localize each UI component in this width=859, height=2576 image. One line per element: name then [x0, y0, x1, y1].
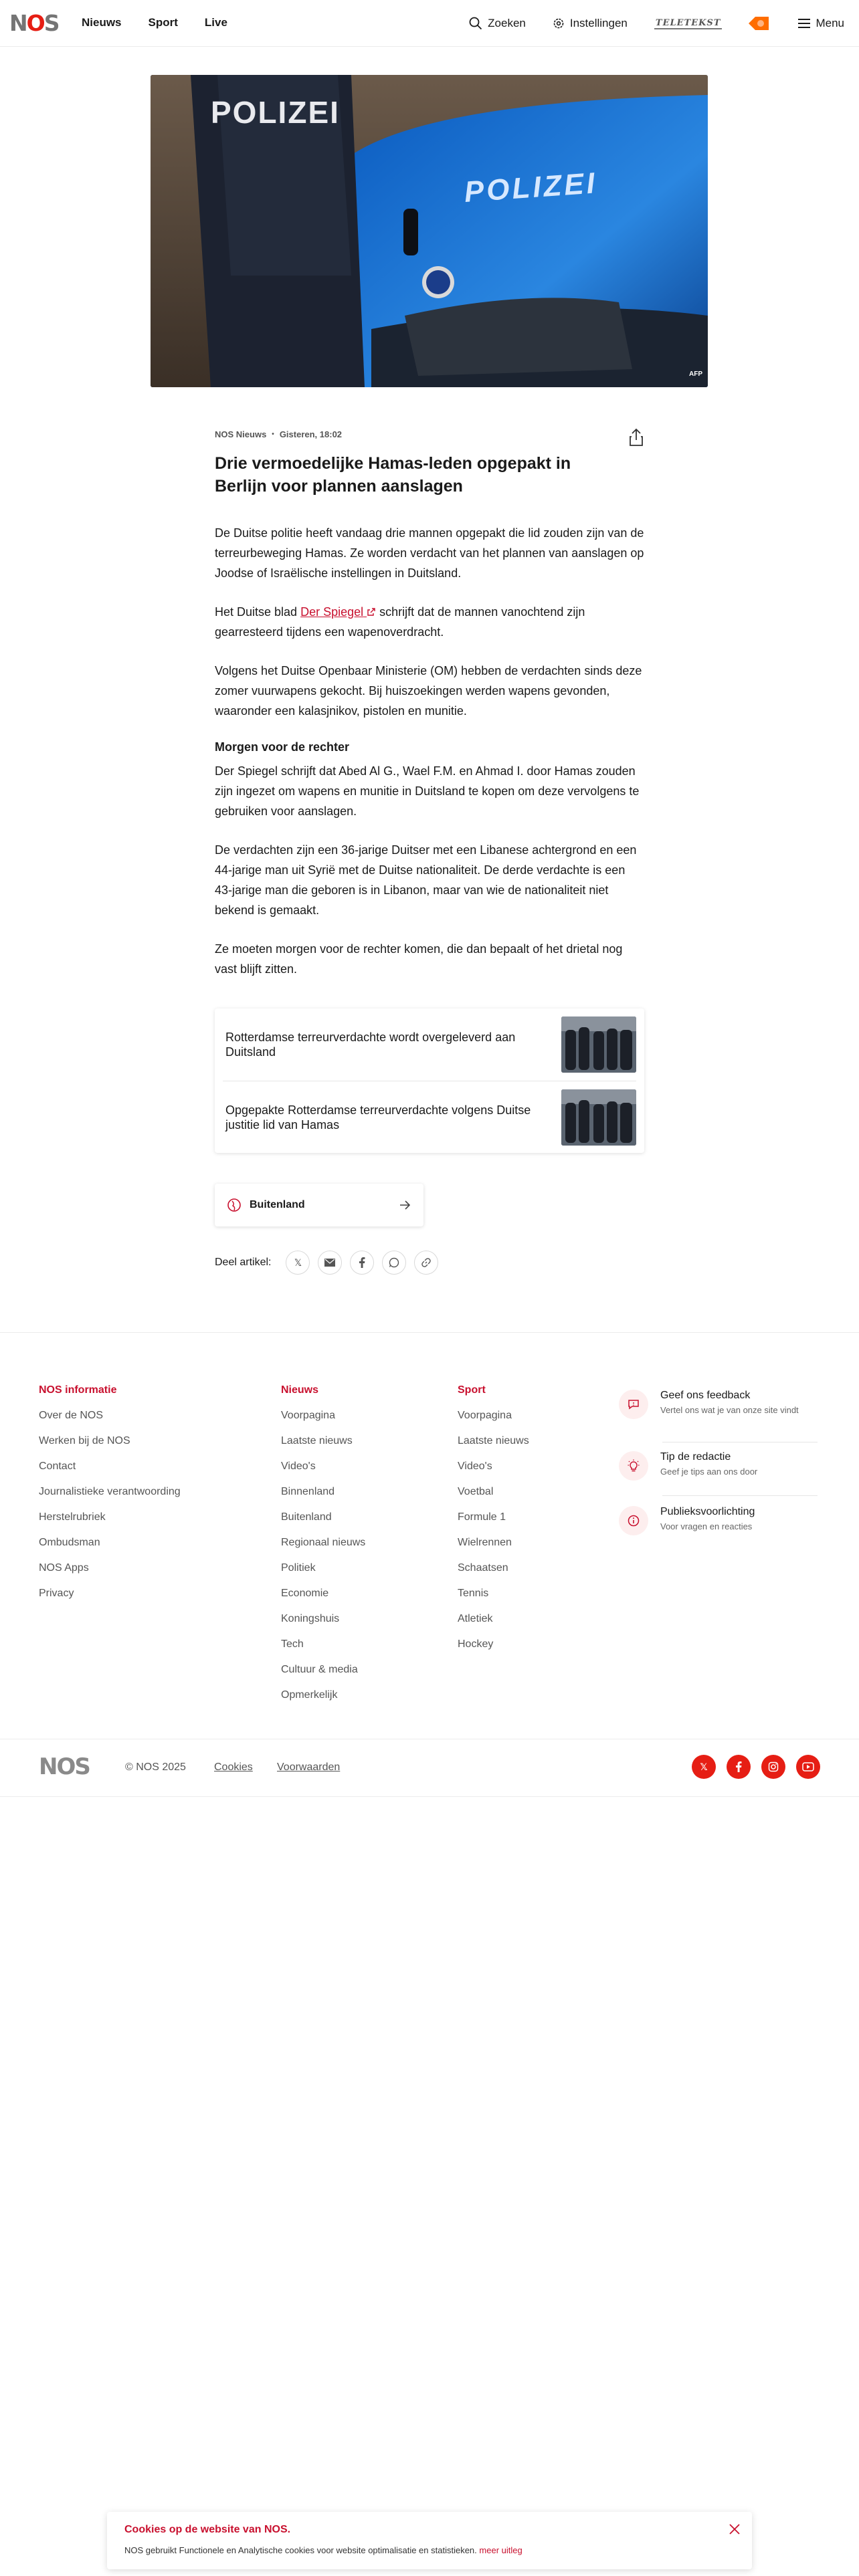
related-article-title: Opgepakte Rotterdamse terreurverdachte volgens Duitse justitie lid van Hamas	[225, 1103, 531, 1132]
nav-nieuws[interactable]: Nieuws	[82, 16, 122, 29]
footer-link[interactable]: Werken bij de NOS	[39, 1435, 130, 1446]
arrow-right-icon	[398, 1198, 411, 1212]
info-icon-wrap	[619, 1506, 648, 1535]
footer-link[interactable]: Video's	[281, 1461, 316, 1472]
facebook-social-button[interactable]	[727, 1755, 751, 1779]
article-source: NOS Nieuws	[215, 429, 267, 439]
article-meta	[215, 428, 644, 440]
photo-credit: AFP	[689, 370, 702, 378]
article-title: Drie vermoedelijke Hamas-leden opgepakt in Berlijn voor plannen aanslagen	[215, 454, 571, 496]
share-button[interactable]	[628, 428, 644, 447]
publieksvoorlichting-title: Publieksvoorlichting	[660, 1506, 755, 1517]
tip-icon-wrap	[619, 1451, 648, 1481]
search-icon	[469, 17, 482, 30]
tip-redactie-card[interactable]	[619, 1451, 820, 1481]
cookie-banner	[107, 2512, 752, 2569]
footer-link[interactable]: Opmerkelijk	[281, 1689, 338, 1701]
logo-letter-s: S	[43, 9, 59, 36]
external-link-icon	[367, 607, 376, 617]
facebook-icon	[359, 1257, 365, 1268]
footer-link[interactable]: Tennis	[458, 1588, 489, 1599]
hero-text-jacket: POLIZEI	[211, 95, 340, 130]
footer-link[interactable]: NOS Apps	[39, 1562, 89, 1574]
footer-link[interactable]: Economie	[281, 1588, 329, 1599]
paragraph-text: schrijft dat de mannen vanochtend zijn gearresteerd tijdens een wapenoverdracht.	[215, 605, 585, 639]
footer-link[interactable]: Voorpagina	[458, 1410, 512, 1421]
nav-sport[interactable]: Sport	[148, 16, 178, 29]
nav-live[interactable]: Live	[204, 16, 227, 29]
mail-icon	[324, 1259, 335, 1267]
copyright: © NOS 2025	[125, 1761, 186, 1773]
article-paragraph: Volgens het Duitse Openbaar Ministerie (OM) hebben de verdachten sinds deze zomer vuurwapens gekocht. Bij huiszoekingen werden wapens gevonden, waaronder een kalasjnikov, pistolen en munitie.	[215, 664, 642, 718]
cookie-text	[124, 2545, 522, 2555]
footer-link[interactable]: Politiek	[281, 1562, 316, 1574]
footer-link[interactable]: Cultuur & media	[281, 1664, 358, 1675]
footer-link[interactable]: Regionaal nieuws	[281, 1537, 366, 1548]
menu-label: Menu	[816, 17, 844, 29]
footer-link[interactable]: Schaatsen	[458, 1562, 508, 1574]
footer-card-divider	[662, 1495, 818, 1496]
hamburger-icon	[798, 19, 810, 28]
police-photo-illustration	[151, 75, 708, 387]
bottom-divider	[0, 1796, 859, 1797]
cookie-description: NOS gebruikt Functionele en Analytische cookies voor website optimalisatie en statistieken.	[124, 2545, 477, 2555]
paragraph-text: Het Duitse blad	[215, 605, 301, 619]
social-links	[692, 1755, 820, 1779]
article	[215, 428, 644, 1275]
share-label: Deel artikel:	[215, 1257, 272, 1268]
cookies-link[interactable]: Cookies	[214, 1761, 253, 1773]
topic-label: Buitenland	[250, 1199, 305, 1210]
article-timestamp: Gisteren, 18:02	[279, 429, 343, 439]
gear-icon	[553, 17, 565, 29]
footer-link[interactable]: Privacy	[39, 1588, 74, 1599]
youtube-social-button[interactable]	[796, 1755, 820, 1779]
settings-label: Instellingen	[569, 17, 628, 29]
share-whatsapp-button[interactable]	[382, 1251, 406, 1275]
menu-button[interactable]	[798, 17, 844, 30]
hero-text-car: POLIZEI	[463, 167, 599, 209]
lightbulb-icon	[628, 1459, 640, 1473]
feedback-icon-wrap	[619, 1390, 648, 1419]
close-cookie-button[interactable]	[727, 2521, 743, 2537]
police-group-thumbnail	[561, 1089, 636, 1146]
related-article-thumbnail	[561, 1016, 636, 1073]
nos-logo[interactable]	[9, 11, 58, 35]
feedback-subtitle: Vertel ons wat je van onze site vindt	[660, 1405, 799, 1415]
site-header	[0, 0, 859, 47]
footer-col-sport	[458, 1384, 529, 1653]
share-bar	[215, 1251, 644, 1275]
logo-letter-n: N	[39, 1753, 57, 1780]
link-icon	[421, 1257, 432, 1268]
related-article[interactable]	[223, 1008, 636, 1081]
facebook-icon	[735, 1761, 742, 1772]
publieksvoorlichting-card[interactable]	[619, 1506, 820, 1535]
related-articles	[215, 1008, 644, 1153]
logo-letter-o: O	[56, 1753, 75, 1780]
article-paragraph: Ze moeten morgen voor de rechter komen, die dan bepaalt of het drietal nog vast blijft zitten.	[215, 942, 623, 976]
npo-logo-icon	[746, 15, 771, 31]
feedback-title: Geef ons feedback	[660, 1390, 751, 1401]
footer-link[interactable]: Hockey	[458, 1638, 494, 1650]
footer-link[interactable]: Tech	[281, 1638, 304, 1650]
main-nav	[82, 16, 227, 29]
police-group-thumbnail	[561, 1016, 636, 1073]
footer-link[interactable]: Ombudsman	[39, 1537, 100, 1548]
footer-link[interactable]: Voetbal	[458, 1486, 494, 1497]
close-icon	[727, 2521, 743, 2537]
footer-col-heading: NOS informatie	[39, 1384, 117, 1396]
logo-letter-s: S	[74, 1753, 90, 1780]
related-article-title: Rotterdamse terreurverdachte wordt overgeleverd aan Duitsland	[225, 1031, 516, 1059]
header-actions	[442, 13, 844, 33]
footer-col-heading: Nieuws	[281, 1384, 319, 1396]
article-paragraph: Der Spiegel schrijft dat Abed Al G., Wael F.M. en Ahmad I. door Hamas zouden zijn ingezet om wapens en munitie in Duitsland te kopen om deze vervolgens te gebruiken voor aanslagen.	[215, 764, 640, 818]
meer-uitleg-link[interactable]: meer uitleg	[479, 2545, 522, 2555]
chat-icon	[628, 1399, 640, 1410]
share-icon	[628, 428, 644, 447]
footer-link[interactable]: Journalistieke verantwoording	[39, 1486, 181, 1497]
x-icon: 𝕏	[700, 1761, 708, 1772]
footer-link[interactable]: Buitenland	[281, 1511, 332, 1523]
npo-logo[interactable]	[746, 15, 771, 31]
footer-link[interactable]: Voorpagina	[281, 1410, 335, 1421]
instagram-social-button[interactable]	[761, 1755, 785, 1779]
tip-title: Tip de redactie	[660, 1451, 731, 1463]
footer-link[interactable]: Atletiek	[458, 1613, 493, 1624]
article-paragraph: De Duitse politie heeft vandaag drie mannen opgepakt die lid zouden zijn van de terreurbeweging Hamas. Ze worden verdacht van het plannen van aanslagen op Joodse of Israëlische instellingen in Duitsland.	[215, 526, 644, 580]
meta-separator: •	[272, 430, 274, 438]
x-social-button[interactable]	[692, 1755, 716, 1779]
footer-link[interactable]: Video's	[458, 1461, 492, 1472]
related-article-thumbnail	[561, 1089, 636, 1146]
share-x-button[interactable]	[286, 1251, 310, 1275]
footer-col-nos-informatie	[39, 1384, 181, 1602]
tip-subtitle: Geef je tips aan ons door	[660, 1467, 758, 1477]
logo-letter-o: O	[26, 9, 44, 36]
topic-buitenland-button[interactable]	[215, 1184, 423, 1226]
footer-link[interactable]: Koningshuis	[281, 1613, 340, 1624]
footer-link[interactable]: Wielrennen	[458, 1537, 512, 1548]
hero-image	[151, 75, 708, 387]
search-label: Zoeken	[488, 17, 526, 29]
cookie-title: Cookies op de website van NOS.	[124, 2524, 291, 2535]
share-facebook-button[interactable]	[350, 1251, 374, 1275]
copy-link-button[interactable]	[414, 1251, 438, 1275]
feedback-card[interactable]	[619, 1390, 820, 1419]
footer-link[interactable]: Formule 1	[458, 1511, 506, 1523]
globe-icon	[227, 1198, 242, 1212]
footer-link[interactable]: Binnenland	[281, 1486, 335, 1497]
footer-link[interactable]: Laatste nieuws	[281, 1435, 353, 1446]
whatsapp-icon	[389, 1257, 399, 1268]
logo-letter-n: N	[9, 9, 27, 36]
instagram-icon	[768, 1761, 779, 1772]
related-article[interactable]	[223, 1081, 636, 1153]
footer-link[interactable]: Herstelrubriek	[39, 1511, 106, 1523]
footer-link[interactable]: Contact	[39, 1461, 76, 1472]
der-spiegel-link[interactable]	[300, 605, 376, 619]
footer-link[interactable]: Laatste nieuws	[458, 1435, 529, 1446]
link-text: Der Spiegel	[300, 605, 364, 619]
youtube-icon	[802, 1762, 814, 1772]
footer-col-nieuws	[281, 1384, 365, 1704]
footer-link[interactable]: Over de NOS	[39, 1410, 104, 1421]
footer-divider	[0, 1332, 859, 1333]
publieksvoorlichting-subtitle: Voor vragen en reacties	[660, 1521, 753, 1531]
settings-button[interactable]	[553, 17, 628, 30]
article-paragraph	[215, 602, 644, 642]
search-button[interactable]	[469, 17, 526, 30]
x-icon: 𝕏	[294, 1257, 302, 1268]
article-paragraph: De verdachten zijn een 36-jarige Duitser met een Libanese achtergrond en een 44-jarige man uit Syrië met de Duitse nationaliteit. De derde verdachte is een 43-jarige man die geboren is in Libanon, maar van wie de nationaliteit niet bekend is gemaakt.	[215, 843, 637, 917]
share-email-button[interactable]	[318, 1251, 342, 1275]
article-subheading: Morgen voor de rechter	[215, 740, 350, 754]
info-icon	[628, 1515, 640, 1527]
voorwaarden-link[interactable]: Voorwaarden	[277, 1761, 341, 1773]
footer-col-heading: Sport	[458, 1384, 486, 1396]
teletekst-logo[interactable]: TELETEKST	[655, 17, 721, 28]
footer-nos-logo[interactable]	[39, 1753, 90, 1780]
